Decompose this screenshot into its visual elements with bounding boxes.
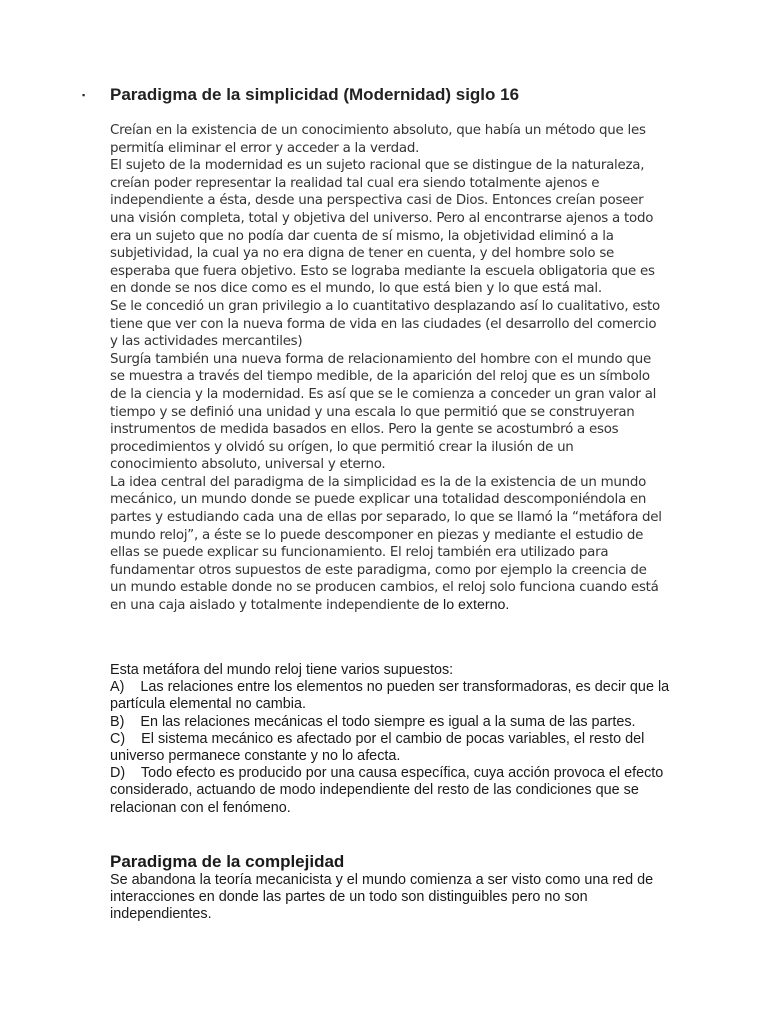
section-title: Paradigma de la simplicidad (Modernidad) siglo 16 [110, 85, 520, 104]
assumptions-intro: Esta metáfora del mundo reloj tiene varios supuestos: [110, 662, 454, 678]
bullet-icon: ▪ [82, 90, 86, 100]
paragraph: Creían en la existencia de un conocimiento absoluto, que había un método que les permitía eliminar el error y acceder a la verdad. [110, 123, 646, 156]
assumption-item: B) En las relaciones mecánicas el todo siempre es igual a la suma de las partes. [110, 713, 636, 730]
paragraph-tail: de lo externo. [419, 597, 510, 614]
assumption-item: D) Todo efecto es producido por una causa específica, cuya acción provoca el efecto considerado, actuando de modo independiente del resto de las condiciones que se relacionan con el fenómeno. [110, 765, 668, 816]
paragraph-main: La idea central del paradigma de la simplicidad es la de la existencia de un mundo mecánico, un mundo donde se puede explicar una totalidad descomponiéndola en partes y estudiando cada una de ellas por separado, lo que se llamó la “metáfora del mundo reloj”, a éste se lo puede descomponer en piezas y mediante el estudio de ellas se puede explicar su funcionamiento. El reloj también era utilizado para fundamentar otros supuestos de este paradigma, como por ejemplo la creencia de un mundo estable donde no se producen cambios, el reloj solo funciona cuando está en una caja aislado y totalmente independiente [110, 474, 662, 614]
complexity-body [110, 872, 680, 924]
section-heading-complexity: Paradigma de la complejidad [110, 852, 345, 871]
paragraph: Surgía también una nueva forma de relacionamiento del hombre con el mundo que se muestra a través del tiempo medible, de la aparición del reloj que es un símbolo de la ciencia y la modernidad. Es así que se le comienza a conceder un gran valor al tiempo y se definió una unidad y una escala lo que permitió que se construyeran instrumentos de medida basados en ellos. Pero la gente se acostumbró a esos procedimientos y olvidó su orígen, lo que permitió crear la ilusión de un conocimiento absoluto, universal y eterno. [110, 351, 657, 473]
paragraph: Se le concedió un gran privilegio a lo cuantitativo desplazando así lo cualitativo, esto tiene que ver con la nueva forma de vida en las ciudades (el desarrollo del comercio y las actividades mercantiles) [110, 298, 660, 350]
paragraph [110, 474, 662, 615]
paragraph: Se abandona la teoría mecanicista y el mundo comienza a ser visto como una red de interacciones en donde las partes de un todo son distinguibles pero no son independientes. [110, 872, 654, 923]
assumption-item: C) El sistema mecánico es afectado por el cambio de pocas variables, el resto del universo permanece constante y no lo afecta. [110, 730, 649, 765]
assumptions-list [110, 662, 674, 817]
paragraph: El sujeto de la modernidad es un sujeto racional que se distingue de la naturaleza, creían poder representar la realidad tal cual era siendo totalmente ajenos e independiente a ésta, desde una perspectiva casi de Dios. Entonces creían poseer una visión completa, total y objetiva del universo. Pero al encontrarse ajenos a todo era un sujeto que no podía dar cuenta de sí mismo, la objetividad eliminó a la subjetividad, la cual ya no era digna de tener en cuenta, y del hombre solo se esperaba que fuera objetivo. Esto se lograba mediante la escuela obligatoria que es en donde se nos dice como es el mundo, lo que está bien y lo que está mal. [110, 158, 655, 297]
simplicity-body [110, 122, 662, 615]
section-heading-simplicity [82, 84, 682, 106]
assumption-item: A) Las relaciones entre los elementos no pueden ser transformadoras, es decir que la partícula elemental no cambia. [110, 679, 674, 713]
